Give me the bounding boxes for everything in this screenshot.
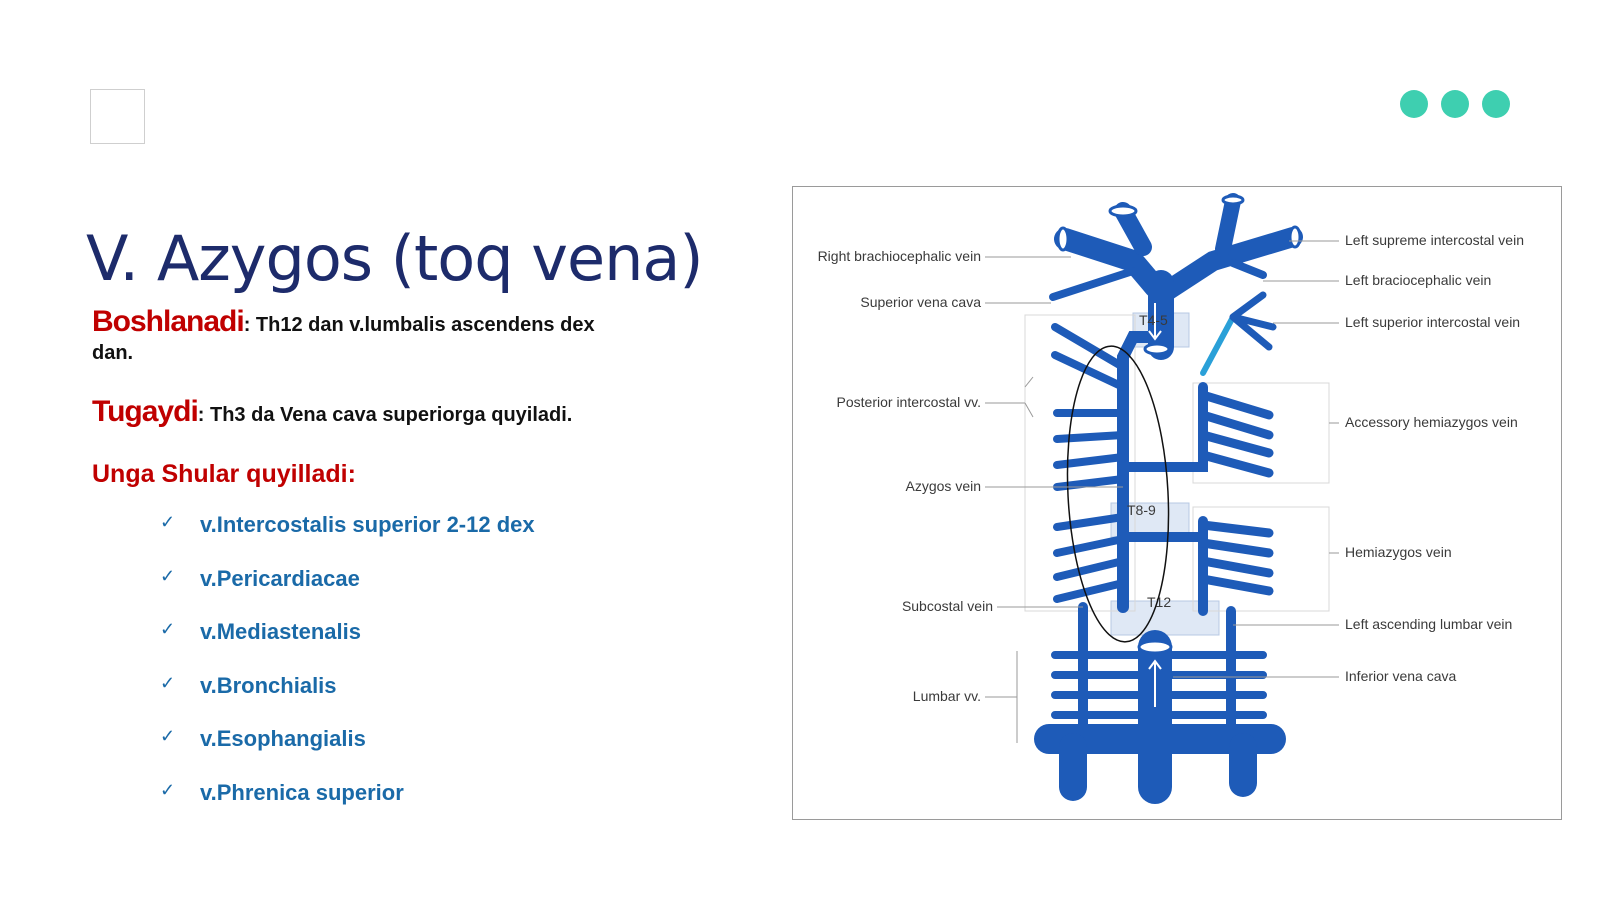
dot-2	[1441, 90, 1469, 118]
label-posterior-intercostal-veins: Posterior intercostal vv.	[836, 394, 981, 410]
label-superior-vena-cava: Superior vena cava	[860, 294, 981, 310]
label-hemiazygos-vein: Hemiazygos vein	[1345, 544, 1452, 560]
vein-network	[1049, 201, 1293, 787]
list-item	[160, 510, 535, 564]
label-left-superior-intercostal-vein: Left superior intercostal vein	[1345, 314, 1521, 330]
label-subcostal-vein: Subcostal vein	[901, 598, 993, 614]
list-item	[160, 724, 535, 778]
tugaydi-text: : Th3 da Vena cava superiorga quyiladi.	[197, 404, 573, 426]
checkmark-icon: ✓	[160, 672, 176, 693]
tugaydi-paragraph	[92, 395, 632, 429]
tributaries-list	[160, 510, 535, 831]
tributaries-heading: Unga Shular quyilladi:	[92, 460, 356, 488]
right-posterior-intercostal-veins	[1055, 327, 1123, 599]
slide-title: V. Azygos (toq vena)	[86, 222, 703, 295]
hemiazygos-tributaries	[1203, 525, 1269, 591]
label-left-brachiocephalic-vein: Left braciocephalic vein	[1345, 272, 1492, 288]
boshlanadi-paragraph	[92, 305, 632, 367]
tugaydi-key: Tugaydi	[92, 395, 198, 428]
vertebra-label: T4-5	[1139, 312, 1168, 328]
vein-cap-left-jugular	[1223, 196, 1243, 204]
vein-cap-left-subclavian	[1290, 227, 1300, 247]
list-item-label: v.Esophangialis	[200, 726, 366, 751]
boshlanadi-key: Boshlanadi	[92, 305, 244, 338]
list-item-label: v.Mediastenalis	[200, 619, 361, 644]
label-left-supreme-intercostal-vein: Left supreme intercostal vein	[1345, 232, 1524, 248]
list-item	[160, 778, 535, 832]
checkmark-icon: ✓	[160, 726, 176, 746]
list-item-label: v.Bronchialis	[200, 672, 337, 698]
vein-cap-right-jugular	[1110, 206, 1136, 216]
label-azygos-vein: Azygos vein	[905, 478, 981, 494]
dot-1	[1400, 90, 1428, 118]
list-item-label: v.Phrenica superior	[200, 779, 404, 805]
decorative-dots	[1400, 90, 1510, 118]
accessory-hemiazygos-tributaries	[1203, 395, 1269, 473]
list-item	[160, 564, 535, 618]
checkmark-icon: ✓	[160, 512, 176, 532]
vein-cap-svc	[1145, 344, 1169, 354]
azygos-diagram	[792, 186, 1562, 820]
list-item-label: v.Pericardiacae	[200, 565, 360, 591]
label-lumbar-veins: Lumbar vv.	[912, 688, 981, 704]
left-jugular-branch	[1223, 201, 1233, 249]
label-left-ascending-lumbar-vein: Left ascending lumbar vein	[1345, 616, 1513, 632]
left-superior-intercostal-vein	[1203, 317, 1233, 373]
label-accessory-hemiazygos-vein: Accessory hemiazygos vein	[1345, 414, 1518, 430]
list-item	[160, 671, 535, 725]
checkmark-icon: ✓	[160, 619, 176, 639]
boshlanadi-text: : Th12 dan v.lumbalis ascendens dex dan.	[92, 314, 595, 364]
vertebra-label: T12	[1147, 594, 1172, 610]
checkmark-icon: ✓	[160, 779, 176, 800]
vein-cap-right-subclavian	[1058, 228, 1068, 250]
left-supreme-intercostal-branch	[1233, 263, 1263, 275]
logo-placeholder	[90, 89, 145, 144]
vein-diagram-svg	[793, 187, 1561, 819]
vein-cap-ivc	[1139, 641, 1171, 653]
label-right-brachiocephalic-vein: Right brachiocephalic vein	[817, 248, 981, 264]
list-item-label: v.Intercostalis superior 2-12 dex	[200, 512, 535, 537]
list-item	[160, 617, 535, 671]
dot-3	[1482, 90, 1510, 118]
checkmark-icon: ✓	[160, 565, 176, 586]
label-inferior-vena-cava: Inferior vena cava	[1345, 668, 1457, 684]
right-thyroid-branch	[1053, 271, 1133, 297]
vertebra-label: T8-9	[1127, 502, 1156, 518]
left-superior-intercostal-tributaries	[1233, 295, 1273, 347]
